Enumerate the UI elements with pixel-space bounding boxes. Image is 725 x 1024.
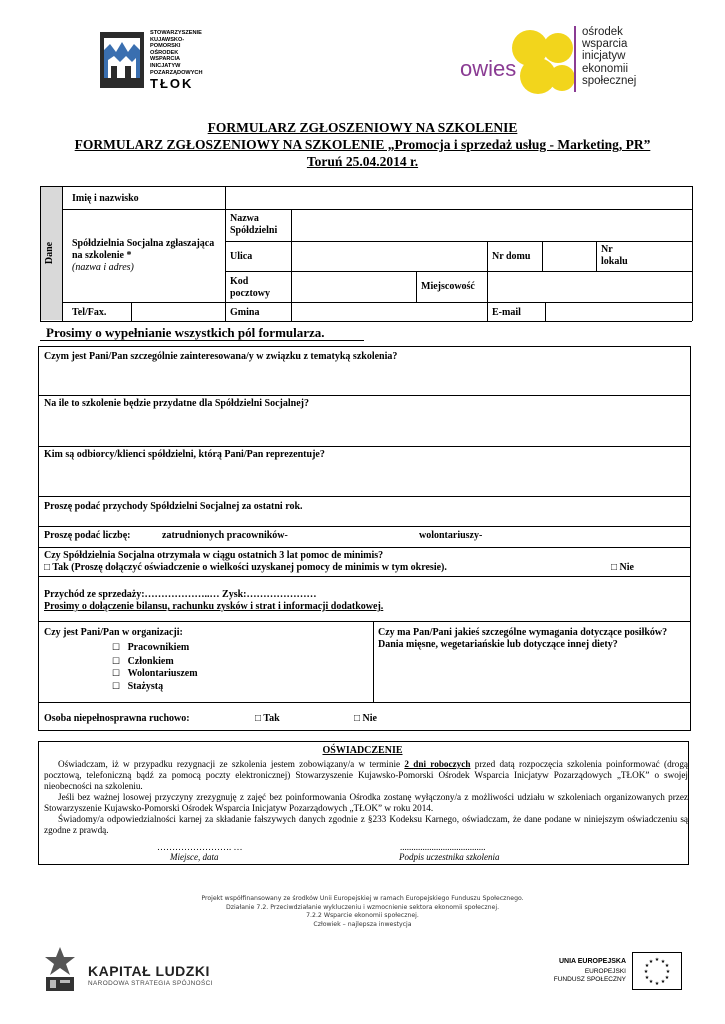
eu-fund-line1: EUROPEJSKI xyxy=(584,968,626,975)
eu-title: UNIA EUROPEJSKA xyxy=(558,958,626,965)
svg-text:★: ★ xyxy=(648,979,654,985)
disabled-label: Osoba niepełnosprawna ruchowo: xyxy=(44,713,190,724)
postcode-label: Kod pocztowy xyxy=(230,276,270,299)
signature-field[interactable]: ...................................... xyxy=(400,842,486,852)
place-date-label: Miejsce, data xyxy=(170,852,219,862)
street-label: Ulica xyxy=(230,251,253,262)
email-field[interactable] xyxy=(546,303,691,320)
svg-text:★: ★ xyxy=(660,959,666,965)
flat-number-field[interactable] xyxy=(640,242,691,270)
svg-text:★: ★ xyxy=(660,979,666,985)
house-number-label: Nr domu xyxy=(492,251,531,262)
answer-usefulness[interactable] xyxy=(39,411,690,445)
count-label: Proszę podać liczbę: xyxy=(44,530,131,541)
checkbox-icon: ☐ xyxy=(112,668,121,678)
diet-answer[interactable] xyxy=(376,667,689,701)
svg-text:★: ★ xyxy=(643,969,649,975)
attach-documents-note: Prosimy o dołączenie bilansu, rachunku zysków i strat i informacji dodatkowej. xyxy=(44,601,384,612)
phone-label: Tel/Fax. xyxy=(72,307,107,318)
coop-name-label: Nazwa Spółdzielni xyxy=(230,213,278,236)
kapital-ludzki-emblem-icon xyxy=(40,945,80,995)
revenue-profit-line[interactable]: Przychód ze sprzedaży:………………..… Zysk:………………… xyxy=(44,589,317,600)
form-title: FORMULARZ ZGŁOSZENIOWY NA SZKOLENIE xyxy=(207,120,518,135)
minimis-no-checkbox[interactable]: □ Nie xyxy=(611,562,634,573)
tlok-logo xyxy=(98,30,228,90)
svg-text:★: ★ xyxy=(654,981,660,987)
owies-brand: owies xyxy=(460,56,517,81)
training-date: Toruń 25.04.2014 r. xyxy=(306,154,419,169)
owies-divider xyxy=(574,26,576,92)
coop-label: Spółdzielnia Socjalna zgłaszająca na szkolenie * xyxy=(72,238,215,261)
eu-fund-line2: FUNDUSZ SPOŁECZNY xyxy=(553,976,626,983)
fill-all-note: Prosimy o wypełnianie wszystkich pól formularza. xyxy=(46,325,325,340)
email-label: E-mail xyxy=(492,307,521,318)
org-option-member[interactable]: ☐ Członkiem xyxy=(112,656,174,667)
flat-number-label: Nr lokalu xyxy=(601,244,628,267)
street-field[interactable] xyxy=(292,242,486,270)
svg-text:★: ★ xyxy=(644,975,650,981)
question-recipients: Kim są odbiorcy/klienci spółdzielni, którą Pani/Pan reprezentuje? xyxy=(44,449,325,460)
coop-name-field[interactable] xyxy=(292,210,691,240)
svg-text:★: ★ xyxy=(664,963,670,969)
tlok-org-name: STOWARZYSZENIE KUJAWSKO- POMORSKI OŚRODEK WSPARCIA INICJATYW POZARZĄDOWYCH xyxy=(150,30,203,76)
svg-text:★: ★ xyxy=(654,957,660,963)
coop-note: (nazwa i adres) xyxy=(72,262,134,273)
tlok-acronym: TŁOK xyxy=(150,76,194,91)
question-interests: Czym jest Pani/Pan szczególnie zainteresowana/y w związku z tematyką szkolenia? xyxy=(44,351,398,362)
eu-flag-icon xyxy=(632,952,682,990)
svg-text:★: ★ xyxy=(648,959,654,965)
kapital-ludzki-logo xyxy=(40,945,230,995)
signature-label: Podpis uczestnika szkolenia xyxy=(399,852,500,862)
eu-logo xyxy=(532,952,687,992)
kapital-ludzki-subtitle: NARODOWA STRATEGIA SPÓJNOŚCI xyxy=(88,980,213,987)
commune-field[interactable] xyxy=(292,303,486,320)
org-option-intern[interactable]: ☐ Stażystą xyxy=(112,681,164,692)
full-name-label: Imię i nazwisko xyxy=(72,193,139,204)
svg-text:★: ★ xyxy=(665,969,671,975)
checkbox-icon: ☐ xyxy=(112,681,121,691)
org-option-volunteer[interactable]: ☐ Wolontariuszem xyxy=(112,668,198,679)
city-label: Miejscowość xyxy=(421,281,475,292)
declaration-heading: OŚWIADCZENIE xyxy=(322,745,403,756)
postcode-field[interactable] xyxy=(292,272,415,301)
full-name-field[interactable] xyxy=(226,187,691,208)
org-option-employee[interactable]: ☐ Pracownikiem xyxy=(112,642,190,653)
disabled-yes-checkbox[interactable]: □ Tak xyxy=(255,713,280,724)
answer-revenue[interactable] xyxy=(39,512,690,525)
city-field[interactable] xyxy=(488,272,691,301)
question-revenue: Proszę podać przychody Spółdzielni Socjalnej za ostatni rok. xyxy=(44,501,303,512)
answer-recipients[interactable] xyxy=(39,462,690,495)
data-section-label: Dane xyxy=(44,241,55,265)
answer-interests[interactable] xyxy=(39,364,690,394)
question-usefulness: Na ile to szkolenie będzie przydatne dla Spółdzielni Socjalnej? xyxy=(44,398,309,409)
minimis-question: Czy Spółdzielnia Socjalna otrzymała w ciągu ostatnich 3 lat pomoc de minimis? xyxy=(44,550,384,561)
employees-label: zatrudnionych pracowników- xyxy=(162,530,288,541)
phone-field[interactable] xyxy=(132,303,224,320)
owies-tagline: ośrodek wsparcia inicjatyw ekonomii społecznej xyxy=(582,26,637,87)
kapital-ludzki-title: KAPITAŁ LUDZKI xyxy=(88,963,210,979)
svg-text:★: ★ xyxy=(664,975,670,981)
owies-logo xyxy=(458,26,658,96)
disabled-no-checkbox[interactable]: □ Nie xyxy=(354,713,377,724)
checkbox-icon: ☐ xyxy=(112,656,121,666)
volunteers-label: wolontariuszy- xyxy=(419,530,483,541)
svg-text:★: ★ xyxy=(644,963,650,969)
training-title: FORMULARZ ZGŁOSZENIOWY NA SZKOLENIE „Promocja i sprzedaż usług - Marketing, PR” xyxy=(74,137,651,152)
commune-label: Gmina xyxy=(230,307,260,318)
minimis-yes-checkbox[interactable]: □ Tak (Proszę dołączyć oświadczenie o wielkości uzyskanej pomocy de minimis w tym okresie). xyxy=(44,562,447,573)
place-date-field[interactable]: ……………………. … xyxy=(157,842,243,852)
checkbox-icon: ☐ xyxy=(112,642,121,652)
cofinancing-note: Projekt współfinansowany ze środków Unii Europejskiej w ramach Europejskiego Funduszu Społecznego. Działanie 7.2. Przeciwdziałanie wykluczeniu i wzmocnienie sektora ekonomii społecznej. 7.2.2 Wsparcie ekonomii społecznej. Człowiek – najlepsza inwestycja xyxy=(201,895,524,928)
diet-question: Czy ma Pan/Pani jakieś szczególne wymagania dotyczące posiłków? Dania mięsne, wegetariańskie lub dotyczące innej diety? xyxy=(378,627,668,650)
organization-question: Czy jest Pani/Pan w organizacji: xyxy=(44,627,183,638)
house-number-field[interactable] xyxy=(543,242,595,270)
declaration-text: Oświadczam, iż w przypadku rezygnacji ze szkolenia jestem zobowiązany/a w terminie 2 dni roboczych przed datą rozpoczęcia szkolenia poinformować (drogą pocztową, telefoniczną bądź za pomocą poczty elektronicznej) Stowarzyszenie Kujawsko-Pomorski Ośrodek Wsparcia Inicjatyw Pozarządowych „TŁOK” o swojej nieobecności na szkoleniu. Jeśli bez ważnej losowej przyczyny zrezygnuję z zajęć bez poinformowania Ośrodka zostanę wyłączony/a z możliwości udziału w szkoleniach organizowanych przez Stowarzyszenie Kujawsko-Pomorski Ośrodek Wsparcia Inicjatyw Pozarządowych „TŁOK” w roku 2014. Świadomy/a odpowiedzialności karnej za składanie fałszywych danych zgodnie z §233 Kodeksu Karnego, oświadczam, że dane podane w niniejszym oświadczeniu są zgodne z prawdą. xyxy=(44,759,688,835)
